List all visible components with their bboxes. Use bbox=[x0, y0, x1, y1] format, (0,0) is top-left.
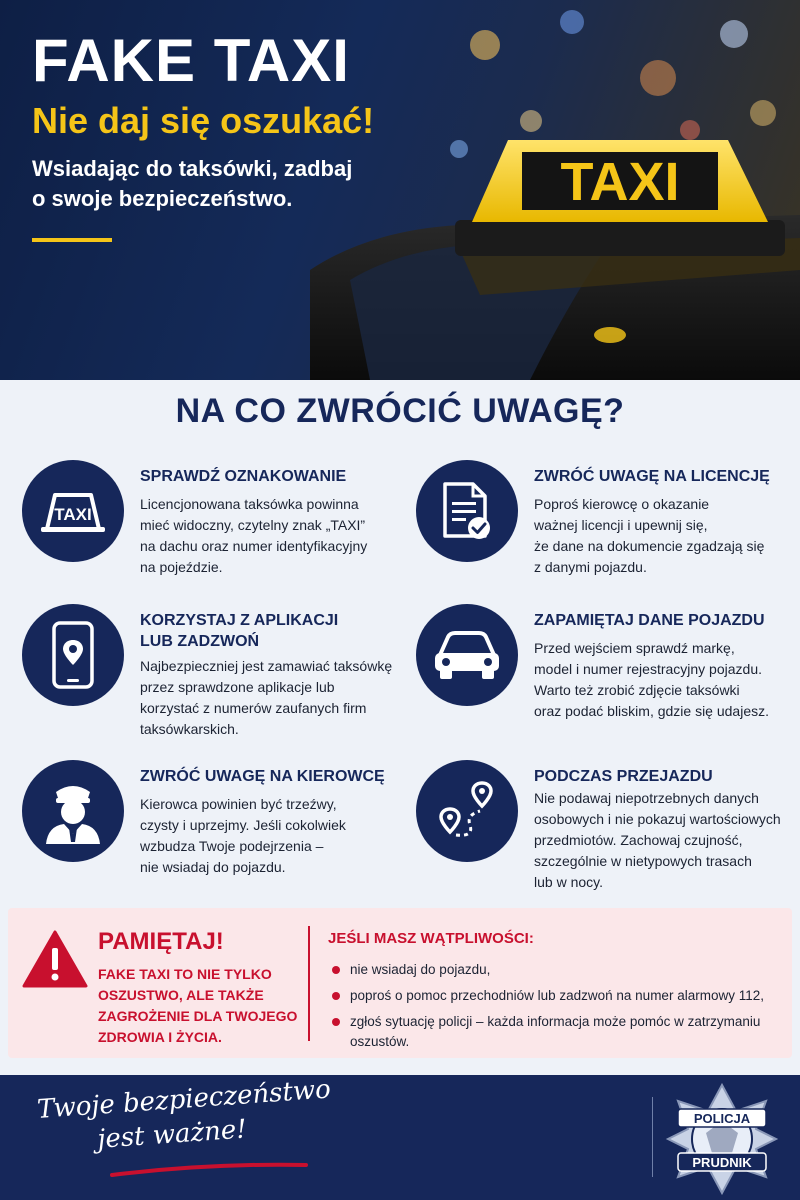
tip-body bbox=[534, 638, 800, 722]
tip-body-line: lub w nocy. bbox=[534, 874, 603, 890]
tip-body-line: Kierowca powinien być trzeźwy, bbox=[140, 796, 337, 812]
bullet-dot bbox=[332, 992, 340, 1000]
smartphone-location-icon bbox=[22, 604, 124, 706]
bokeh-light bbox=[470, 30, 500, 60]
list-item-text: nie wsiadaj do pojazdu, bbox=[350, 962, 491, 977]
tip-check-marking bbox=[22, 460, 402, 575]
tip-body bbox=[140, 794, 410, 878]
hero-intro-line2: o swoje bezpieczeństwo. bbox=[32, 186, 293, 211]
tip-check-driver bbox=[22, 760, 402, 890]
badge-top-text: POLICJA bbox=[693, 1111, 751, 1126]
tip-body-line: model i numer rejestracyjny pojazdu. bbox=[534, 661, 762, 677]
warning-icon bbox=[22, 930, 88, 988]
bullet-dot bbox=[332, 966, 340, 974]
warning-text bbox=[98, 964, 298, 1048]
car-icon bbox=[416, 604, 518, 706]
tip-body-line: przez sprawdzone aplikacje lub bbox=[140, 679, 335, 695]
tip-body-line: na pojeździe. bbox=[140, 559, 223, 575]
tip-title bbox=[140, 610, 410, 652]
tip-body bbox=[140, 656, 410, 740]
tip-body bbox=[534, 788, 800, 893]
tip-body bbox=[140, 494, 410, 578]
list-item bbox=[328, 986, 788, 1006]
hero-banner bbox=[0, 0, 800, 380]
warning-text-line: OSZUSTWO, ALE TAKŻE bbox=[98, 987, 264, 1003]
warning-divider bbox=[308, 926, 310, 1041]
slogan-line2: jest ważne! bbox=[96, 1114, 248, 1155]
tip-title: PODCZAS PRZEJAZDU bbox=[534, 768, 713, 785]
title-underline bbox=[32, 238, 112, 242]
list-item bbox=[328, 960, 788, 980]
warning-text-line: FAKE TAXI TO NIE TYLKO bbox=[98, 966, 272, 982]
tip-remember-vehicle bbox=[416, 604, 796, 734]
tip-body-line: korzystać z numerów zaufanych firm bbox=[140, 700, 367, 716]
slogan-swoosh bbox=[110, 1159, 310, 1179]
warning-title: PAMIĘTAJ! bbox=[98, 928, 224, 955]
tip-body-line: mieć widoczny, czytelny znak „TAXI” bbox=[140, 517, 366, 533]
badge-bottom-text: PRUDNIK bbox=[692, 1155, 752, 1170]
warning-text-line: ZDROWIA I ŻYCIA. bbox=[98, 1029, 222, 1045]
tip-body-line: ważnej licencji i upewnij się, bbox=[534, 517, 708, 533]
doubts-list bbox=[328, 960, 788, 1058]
tip-body-line: oraz podać bliskim, gdzie się udajesz. bbox=[534, 703, 770, 719]
taxi-sign-icon bbox=[22, 460, 124, 562]
tip-title: ZWRÓĆ UWAGĘ NA KIEROWCĘ bbox=[140, 768, 385, 785]
tip-body-line: Przed wejściem sprawdź markę, bbox=[534, 640, 735, 656]
driver-icon bbox=[22, 760, 124, 862]
section-title: NA CO ZWRÓCIĆ UWAGĘ? bbox=[175, 392, 625, 430]
taxi-sign-text: TAXI bbox=[560, 152, 680, 212]
tip-body-line: na dachu oraz numer identyfikacyjny bbox=[140, 538, 368, 554]
warning-text-line: ZAGROŻENIE DLA TWOJEGO bbox=[98, 1008, 298, 1024]
tip-body-line: taksówkarskich. bbox=[140, 721, 239, 737]
tip-use-app bbox=[22, 604, 402, 737]
tip-body-line: Nie podawaj niepotrzebnych danych bbox=[534, 790, 759, 806]
list-item-text: zgłoś sytuację policji – każda informacja może pomóc w zatrzymaniu oszustów. bbox=[350, 1014, 761, 1049]
list-item-text: poproś o pomoc przechodniów lub zadzwoń na numer alarmowy 112, bbox=[350, 988, 764, 1003]
tip-body-line: z danymi pojazdu. bbox=[534, 559, 647, 575]
tip-title: SPRAWDŹ OZNAKOWANIE bbox=[140, 468, 347, 485]
tip-body-line: Poproś kierowcę o okazanie bbox=[534, 496, 710, 512]
footer bbox=[0, 1075, 800, 1200]
tip-body-line: Licencjonowana taksówka powinna bbox=[140, 496, 359, 512]
tip-body-line: nie wsiadaj do pojazdu. bbox=[140, 859, 286, 875]
tip-body-line: Warto też zrobić zdjęcie taksówki bbox=[534, 682, 740, 698]
taxi-car-illustration bbox=[310, 120, 800, 380]
slogan bbox=[36, 1072, 334, 1160]
police-star-logo bbox=[664, 1081, 780, 1197]
tip-body-line: przedmiotów. Zachowaj czujność, bbox=[534, 832, 743, 848]
list-item bbox=[328, 1012, 788, 1052]
tip-body-line: wzbudza Twoje podejrzenia – bbox=[140, 838, 324, 854]
page-title: FAKE TAXI bbox=[32, 27, 350, 94]
footer-divider bbox=[652, 1097, 653, 1177]
license-document-icon bbox=[416, 460, 518, 562]
tip-body-line: szczególnie w nietypowych trasach bbox=[534, 853, 752, 869]
tip-body-line: Najbezpieczniej jest zamawiać taksówkę bbox=[140, 658, 393, 674]
hero-intro-line1: Wsiadając do taksówki, zadbaj bbox=[32, 156, 353, 181]
tip-title: ZWRÓĆ UWAGĘ NA LICENCJĘ bbox=[534, 468, 770, 485]
slogan-line1: Twoje bezpieczeństwo bbox=[36, 1074, 332, 1125]
route-pins-icon bbox=[416, 760, 518, 862]
hero-intro bbox=[32, 154, 374, 214]
bokeh-light bbox=[720, 20, 748, 48]
doubts-title: JEŚLI MASZ WĄTPLIWOŚCI: bbox=[328, 930, 534, 947]
tip-body-line: czysty i uprzejmy. Jeśli cokolwiek bbox=[140, 817, 346, 833]
tip-title: ZAPAMIĘTAJ DANE POJAZDU bbox=[534, 612, 765, 629]
taxi-icon-text: TAXI bbox=[54, 505, 92, 524]
tip-check-license bbox=[416, 460, 796, 575]
tip-title-line: LUB ZADZWOŃ bbox=[140, 633, 260, 650]
tip-body-line: że dane na dokumencie zgadzają się bbox=[534, 538, 765, 554]
hero-text bbox=[32, 28, 374, 242]
tip-title-line: KORZYSTAJ Z APLIKACJI bbox=[140, 612, 339, 629]
tip-body bbox=[534, 494, 800, 578]
page-subtitle: Nie daj się oszukać! bbox=[32, 100, 375, 141]
bokeh-light bbox=[640, 60, 676, 96]
tip-body-line: osobowych i nie pokazuj wartościowych bbox=[534, 811, 781, 827]
tip-during-ride bbox=[416, 760, 796, 900]
warning-box bbox=[8, 908, 792, 1058]
bullet-dot bbox=[332, 1018, 340, 1026]
bokeh-light bbox=[560, 10, 584, 34]
